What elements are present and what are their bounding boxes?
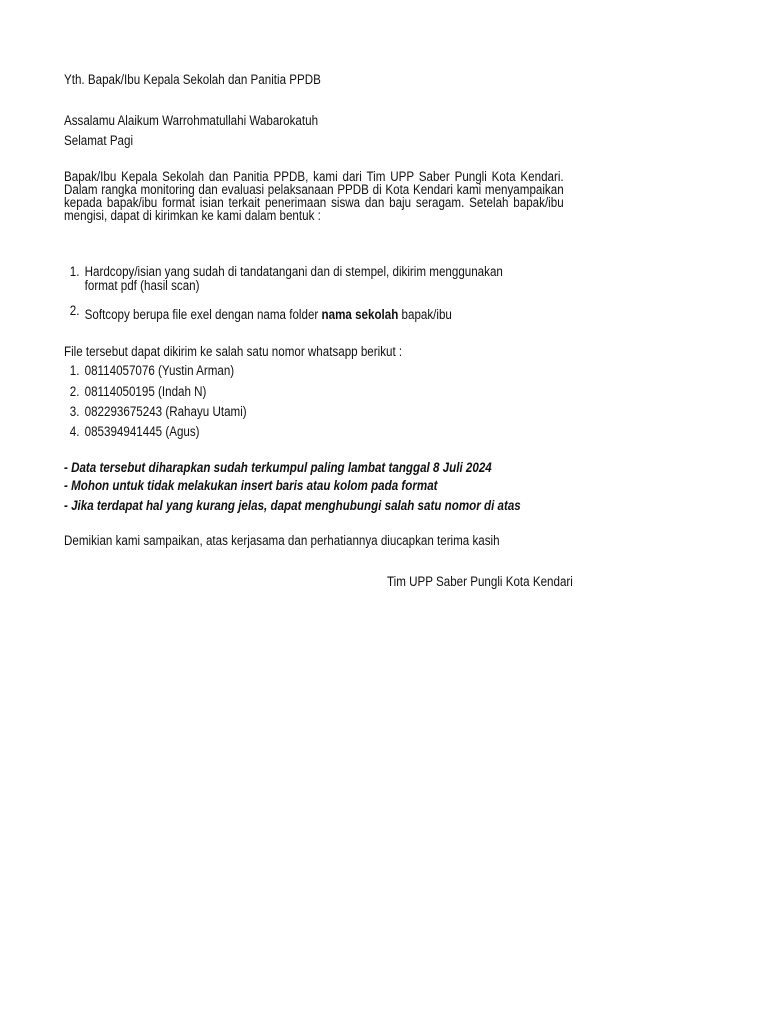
contact-text: 082293675243 (Rahayu Utami) — [84, 404, 247, 419]
list-number: 1. — [69, 363, 80, 378]
list-item-text-line1: Hardcopy/isian yang sudah di tandatangani dan di stempel, dikirim menggunakan — [84, 264, 503, 279]
note-deadline: - Data tersebut diharapkan sudah terkumpul paling lambat tanggal 8 Juli 2024 — [64, 460, 492, 475]
closing-line: Demikian kami sampaikan, atas kerjasama dan perhatiannya diucapkan terima kasih — [64, 533, 500, 548]
greeting-salam: Assalamu Alaikum Warrohmatullahi Wabarokatuh — [64, 113, 319, 128]
body-paragraph-text: Bapak/Ibu Kepala Sekolah dan Panitia PPDB, kami dari Tim UPP Saber Pungli Kota Kendari. Dalam rangka monitoring dan evaluasi pelaksanaan PPDB di Kota Kendari kami menyampaikan kepada bapak/ibu format isian terkait penerimaan siswa dan baju seragam. Setelah bapak/ibu mengisi, dapat di kirimkan ke kami dalam bentuk : — [64, 169, 564, 223]
contact-text: 085394941445 (Agus) — [84, 424, 200, 439]
contacts-intro: File tersebut dapat dikirim ke salah satu nomor whatsapp berikut : — [64, 344, 403, 359]
note-no-insert: - Mohon untuk tidak melakukan insert baris atau kolom pada format — [64, 478, 438, 493]
contact-text: 08114050195 (Indah N) — [84, 384, 207, 399]
note-contact: - Jika terdapat hal yang kurang jelas, dapat menghubungi salah satu nomor di atas — [64, 498, 521, 513]
recipient-line: Yth. Bapak/Ibu Kepala Sekolah dan Panitia PPDB — [64, 72, 321, 87]
body-paragraph — [64, 170, 564, 222]
list-number: 2. — [69, 384, 80, 399]
list-item-suffix: bapak/ibu — [398, 307, 452, 322]
greeting-time: Selamat Pagi — [64, 133, 134, 148]
contact-text: 08114057076 (Yustin Arman) — [84, 363, 235, 378]
list-number: 4. — [69, 424, 80, 439]
list-item-text — [85, 308, 452, 322]
signature-line: Tim UPP Saber Pungli Kota Kendari — [387, 574, 573, 589]
list-item-text-line2: format pdf (hasil scan) — [84, 278, 200, 293]
list-number: 2. — [69, 303, 80, 318]
list-item-bold: nama sekolah — [321, 307, 399, 322]
list-item-prefix: Softcopy berupa file exel dengan nama folder — [84, 307, 322, 322]
list-number: 1. — [69, 264, 80, 279]
list-number: 3. — [69, 404, 80, 419]
